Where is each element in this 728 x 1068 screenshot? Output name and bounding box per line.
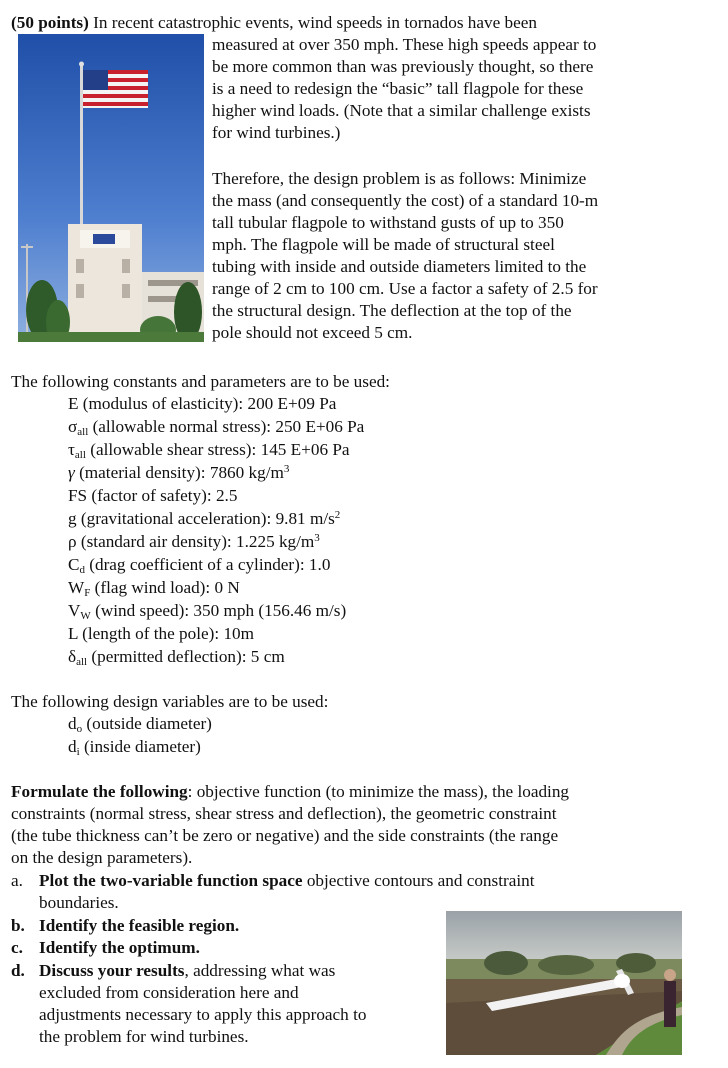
task-b: b. (11, 916, 25, 935)
constant-item: $V_W$ (wind speed): 350 mph (156.46 m/s) (68, 601, 347, 622)
task-d-text: Discuss your results, addressing what was (39, 961, 336, 980)
constant-item: $C_d$ (drag coefficient of a cylinder): 1.0 (68, 555, 331, 576)
task-a-line-2: boundaries. (39, 893, 119, 912)
variable-item: $d_i$ (inside diameter) (68, 737, 201, 758)
task-c-text: Identify the optimum. (39, 938, 200, 957)
formulate-line: on the design parameters). (11, 848, 193, 867)
constant-item: γ (material density): 7860 $kg/m^3$ (68, 463, 290, 482)
task-d: d. (11, 961, 25, 980)
task-d-line: adjustments necessary to apply this approach to (39, 1005, 367, 1024)
us-flag (82, 70, 148, 108)
intro-line: measured at over 350 mph. These high speeds appear to (212, 35, 597, 54)
task-a: a. (11, 871, 23, 890)
intro-text: In recent catastrophic events, wind speeds in tornados have been (88, 13, 537, 32)
design-line: Therefore, the design problem is as follows: Minimize (212, 169, 587, 188)
design-line: tubing with inside and outside diameters limited to the (212, 257, 587, 276)
fallen-wind-turbine-photo (446, 911, 682, 1055)
constant-item: $\tau_{all}$ (allowable shear stress): 145 E+06 Pa (68, 440, 350, 461)
formulate-line: constraints (normal stress, shear stress and deflection), the geometric constraint (11, 804, 557, 823)
task-b-text: Identify the feasible region. (39, 916, 240, 935)
design-line: the mass (and consequently the cost) of a standard 10-m (212, 191, 599, 210)
intro-line: for wind turbines.) (212, 123, 341, 142)
formulate-line: (the tube thickness can’t be zero or negative) and the side constraints (the range (11, 826, 559, 845)
variable-item: $d_o$ (outside diameter) (68, 714, 212, 735)
constant-item: $\delta_{all}$ (permitted deflection): 5 cm (68, 647, 285, 668)
constant-item: L (length of the pole): 10m (68, 624, 255, 643)
design-line: pole should not exceed 5 cm. (212, 323, 413, 342)
constant-item: $W_F$ (flag wind load): 0 N (68, 578, 240, 599)
intro-line-1 (11, 12, 537, 34)
design-line: tall tubular flagpole to withstand gusts of up to 350 (212, 213, 564, 232)
task-d-line: the problem for wind turbines. (39, 1027, 249, 1046)
flagpole-photo (18, 34, 204, 342)
constant-item: g (gravitational acceleration): 9.81 $m/s^2$ (68, 509, 341, 528)
intro-line: be more common than was previously thought, so there (212, 57, 594, 76)
design-line: the structural design. The deflection at the top of the (212, 301, 572, 320)
design-line: mph. The flagpole will be made of structural steel (212, 235, 555, 254)
task-c: c. (11, 938, 23, 957)
intro-line: is a need to redesign the “basic” tall flagpole for these (212, 79, 584, 98)
constant-item: $\sigma_{all}$ (allowable normal stress): 250 E+06 Pa (68, 417, 365, 438)
constants-heading: The following constants and parameters are to be used: (11, 372, 390, 391)
task-d-line: excluded from consideration here and (39, 983, 299, 1002)
design-line: range of 2 cm to 100 cm. Use a factor a safety of 2.5 for (212, 279, 598, 298)
formulate-line-1: Formulate the following: objective function (to minimize the mass), the loading (11, 782, 570, 801)
constant-item: ρ (standard air density): 1.225 $kg/m^3$ (68, 532, 320, 551)
variables-heading: The following design variables are to be used: (11, 692, 329, 711)
points-label: (50 points) (11, 13, 89, 32)
wind-turbine-illustration (446, 911, 682, 1055)
flagpole-illustration (18, 34, 204, 342)
constant-item: FS (factor of safety): 2.5 (68, 486, 238, 505)
task-a-text: Plot the two-variable function space objective contours and constraint (39, 871, 535, 890)
intro-line: higher wind loads. (Note that a similar challenge exists (212, 101, 591, 120)
constant-item: E (modulus of elasticity): 200 E+09 Pa (68, 394, 337, 413)
